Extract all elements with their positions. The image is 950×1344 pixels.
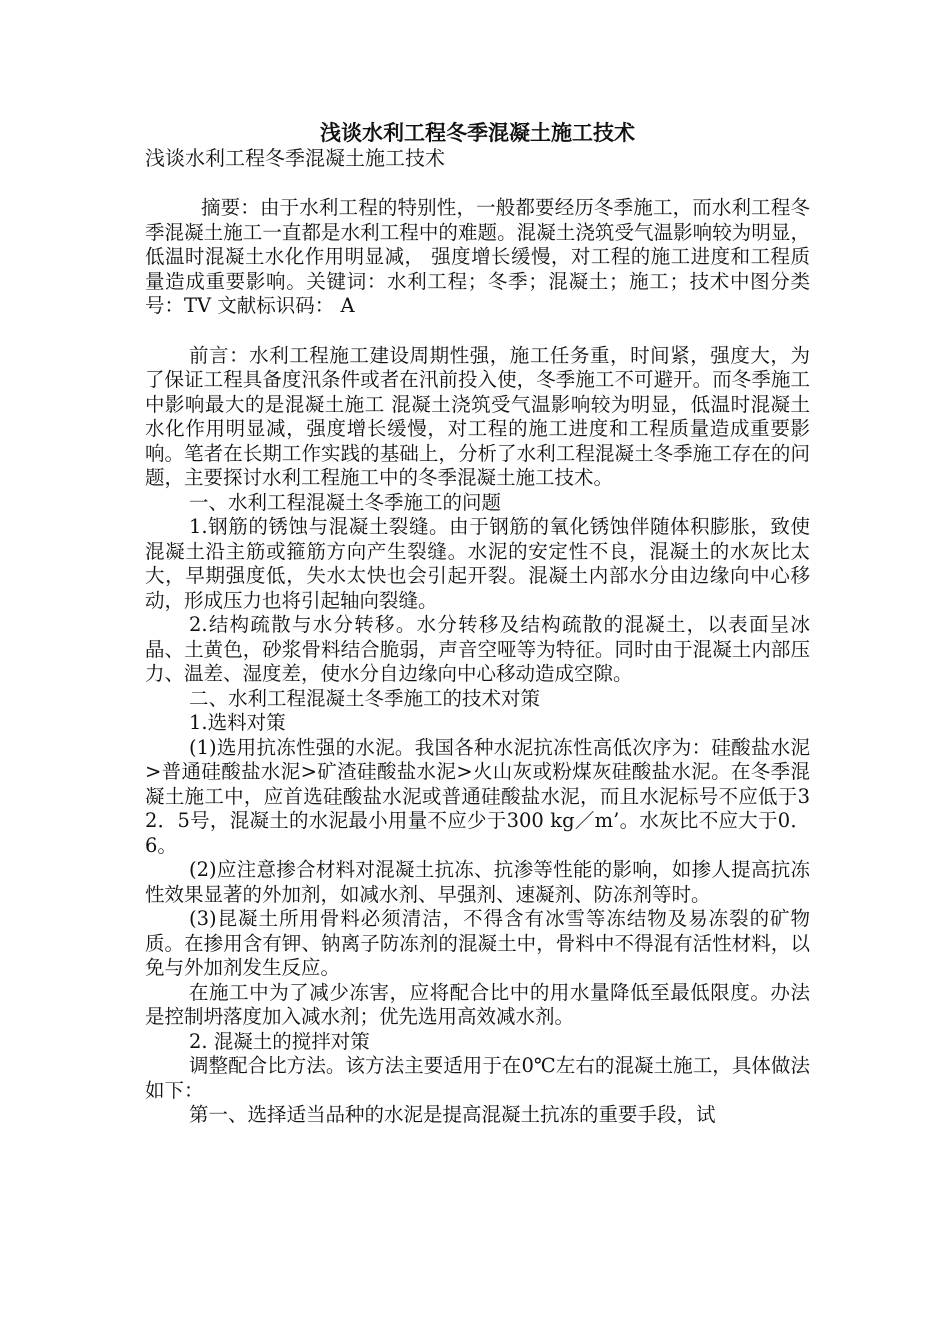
subsection-heading: 2. 混凝土的搅拌对策 bbox=[189, 1029, 370, 1053]
body-paragraph: 调整配合比方法。该方法主要适用于在0℃左右的混凝土施工，具体做法如下： bbox=[145, 1054, 810, 1102]
document-page bbox=[145, 120, 810, 1128]
section-heading: 二、水利工程混凝土冬季施工的技术对策 bbox=[189, 686, 541, 710]
document-subtitle: 浅谈水利工程冬季混凝土施工技术 bbox=[145, 146, 445, 170]
document-title: 浅谈水利工程冬季混凝土施工技术 bbox=[320, 120, 635, 145]
blank-line bbox=[145, 319, 810, 344]
body-paragraph: (2)应注意掺合材料对混凝土抗冻、抗渗等性能的影响，如掺人提高抗冻性效果显著的外加剂，如减水剂、早强剂、速凝剂、防冻剂等时。 bbox=[145, 858, 810, 906]
body-paragraph: (1)选用抗冻性强的水泥。我国各种水泥抗冻性高低次序为：硅酸盐水泥>普通硅酸盐水泥>矿渣硅酸盐水泥>火山灰或粉煤灰硅酸盐水泥。在冬季混凝土施工中，应首选硅酸盐水泥或普通硅酸盐水泥，而且水泥标号不应低于32．5号，混凝土的水泥最小用量不应少于300 kg／m’。水灰比不应大于0．6。 bbox=[145, 735, 810, 857]
blank-line bbox=[145, 171, 810, 196]
body-paragraph: 在施工中为了减少冻害，应将配合比中的用水量降低至最低限度。办法是控制坍落度加入减水剂；优先选用高效减水剂。 bbox=[145, 980, 810, 1028]
body-paragraph: 第一、选择适当品种的水泥是提高混凝土抗冻的重要手段，试 bbox=[189, 1103, 716, 1126]
body-paragraph: 2.结构疏散与水分转移。水分转移及结构疏散的混凝土，以表面呈冰晶、土黄色，砂浆骨料结合脆弱，声音空哑等为特征。同时由于混凝土内部压力、温差、湿度差，使水分自边缘向中心移动造成空隙。 bbox=[145, 613, 810, 685]
preface-paragraph: 前言：水利工程施工建设周期性强，施工任务重，时间紧，强度大，为了保证工程具备度汛条件或者在汛前投入使，冬季施工不可避开。而冬季施工中影响最大的是混凝土施工 混凝土浇筑受气温影响较为明显，低温时混凝土水化作用明显减，强度增长缓慢，对工程的施工进度和工程质量造成重要影响。笔者在长期工作实践的基础上，分析了水利工程混凝土冬季施工存在的问题，主要探讨水利工程施工中的冬季混凝土施工技术。 bbox=[145, 343, 810, 489]
section-heading: 一、水利工程混凝土冬季施工的问题 bbox=[189, 490, 502, 514]
body-paragraph: (3)昆凝土所用骨料必须清洁，不得含有冰雪等冻结物及易冻裂的矿物质。在掺用含有钾、钠离子防冻剂的混凝土中，骨料中不得混有活性材料，以免与外加剂发生反应。 bbox=[145, 907, 810, 979]
body-paragraph: 1.钢筋的锈蚀与混凝土裂缝。由于钢筋的氧化锈蚀伴随体积膨胀，致使混凝土沿主筋或箍筋方向产生裂缝。水泥的安定性不良，混凝土的水灰比太大，早期强度低，失水太快也会引起开裂。混凝土内部水分由边缘向中心移动，形成压力也将引起轴向裂缝。 bbox=[145, 515, 810, 612]
subsection-heading: 1.选料对策 bbox=[189, 711, 286, 734]
abstract-paragraph: 摘要：由于水利工程的特别性，一般都要经历冬季施工，而水利工程冬季混凝土施工一直都是水利工程中的难题。混凝土浇筑受气温影响较为明显，低温时混凝土水化作用明显减， 强度增长缓慢，对工程的施工进度和工程质量造成重要影响。关键词：水利工程；冬季；混凝土；施工；技术中图分类号：TV 文献标识码： A bbox=[145, 196, 810, 317]
